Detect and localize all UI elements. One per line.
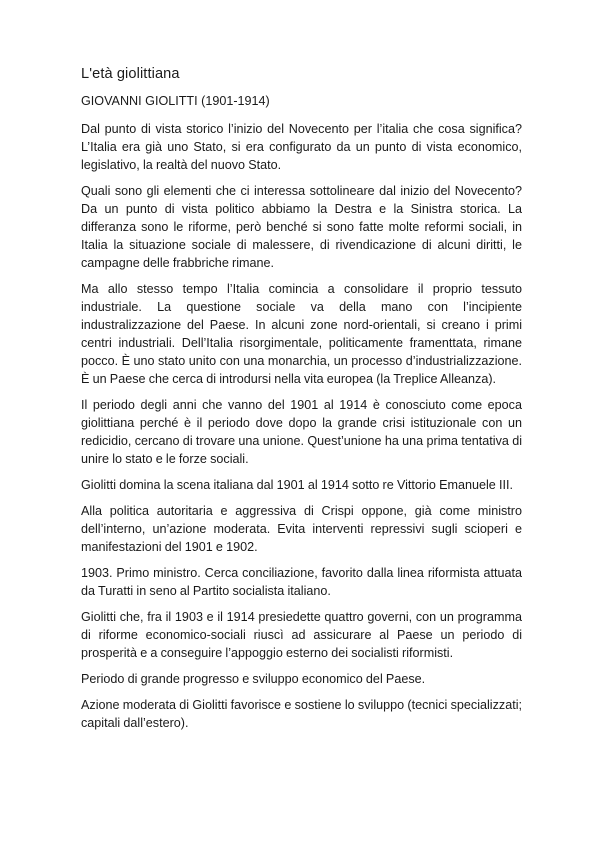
paragraph-9: Periodo di grande progresso e sviluppo economico del Paese.	[81, 672, 426, 686]
document-body	[81, 64, 522, 740]
paragraph-1: Dal punto di vista storico l’inizio del Novecento per l’italia che cosa significa? L’Italia era già uno Stato, si era configurato da un punto di vista economico, legislativo, la realtà del nuovo Stato.	[81, 122, 522, 172]
paragraph-5: Giolitti domina la scena italiana dal 1901 al 1914 sotto re Vittorio Emanuele III.	[81, 478, 514, 492]
paragraph-4: Il periodo degli anni che vanno del 1901 al 1914 è conosciuto come epoca giolittiana perché è il periodo dove dopo la grande crisi istituzionale con un redicidio, cercano di trovare una unione. Quest’unione ha una prima tentativa di unire lo stato e le forze sociali.	[81, 398, 522, 466]
page-title: L'età giolittiana	[81, 66, 180, 82]
paragraph-2: Quali sono gli elementi che ci interessa sottolineare dal inizio del Novecento? Da un punto di vista politico abbiamo la Destra e la Sinistra storica. La differanza sono le riforme, però benché si sono fatte molte reformi sociali, in Italia la situazione sociale di malessere, di rivendicazione di alcuni diritti, le campagne delle frabbriche rimane.	[81, 184, 522, 270]
paragraph-7: 1903. Primo ministro. Cerca conciliazione, favorito dalla linea riformista attuata da Turatti in seno al Partito socialista italiano.	[81, 566, 522, 598]
paragraph-8: Giolitti che, fra il 1903 e il 1914 presiedette quattro governi, con un programma di riforme economico-sociali riuscì ad assicurare al Paese un periodo di prosperità e a conseguire l’appoggio esterno dei socialisti riformisti.	[81, 610, 522, 660]
paragraph-6: Alla politica autoritaria e aggressiva di Crispi oppone, già come ministro dell’interno, un’azione moderata. Evita interventi repressivi sugli scioperi e manifestazioni del 1901 e 1902.	[81, 504, 522, 554]
paragraph-3: Ma allo stesso tempo l’Italia comincia a consolidare il proprio tessuto industriale. La questione sociale va della mano con l’incipiente industralizzazione del Paese. In alcuni zone nord-orientali, si creano i primi centri industriali. Dell’Italia risorgimentale, politicamente framenttata, rimane pocco. È uno stato unito con una monarchia, un processo d’industrializzazione. È un Paese che cerca di introdursi nella vita europea (la Treplice Alleanza).	[81, 282, 522, 386]
paragraph-10: Azione moderata di Giolitti favorisce e sostiene lo sviluppo (tecnici specializzati; capitali dall’estero).	[81, 698, 522, 730]
section-heading: GIOVANNI GIOLITTI (1901-1914)	[81, 94, 270, 108]
